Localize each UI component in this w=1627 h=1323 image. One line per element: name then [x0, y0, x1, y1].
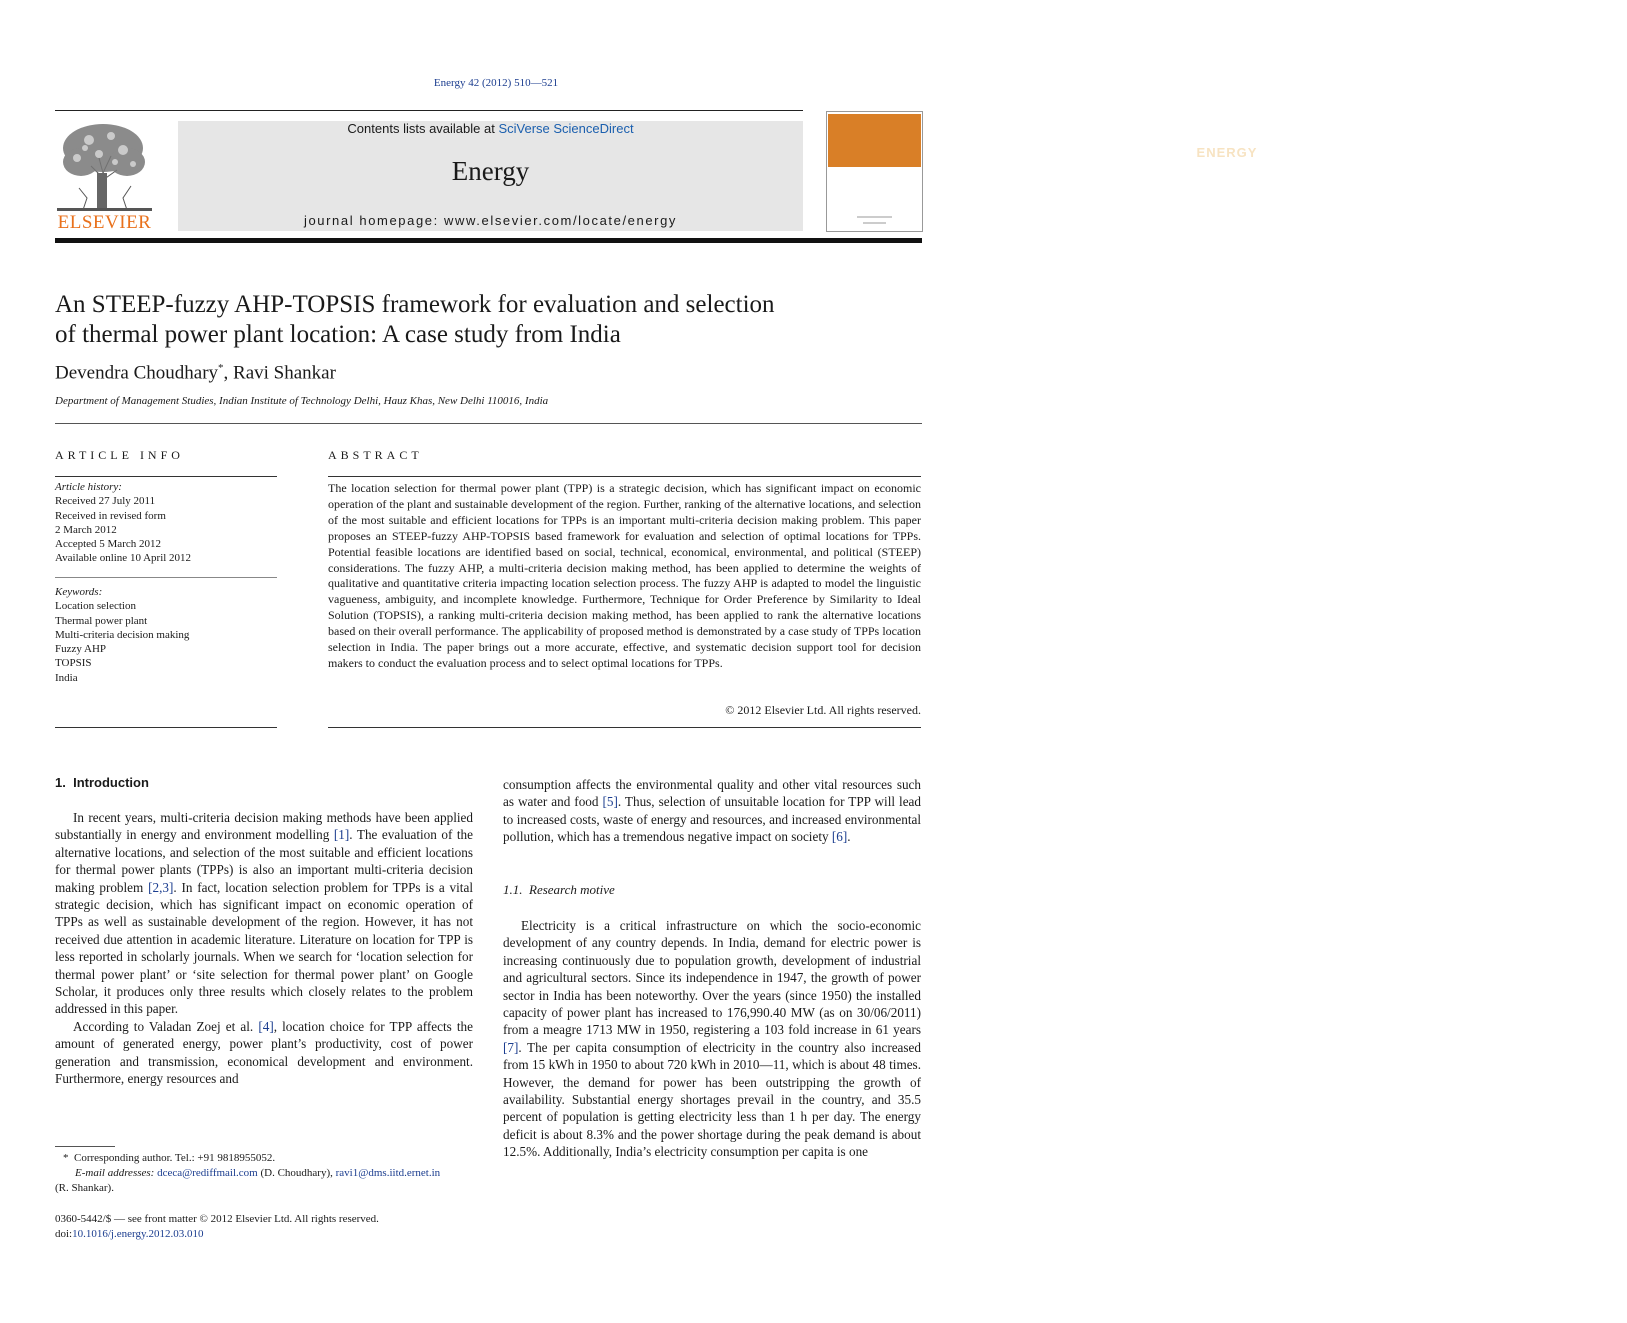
- body-text-run: According to Valadan Zoej et al.: [73, 1018, 259, 1034]
- author-1[interactable]: Devendra Choudhary: [55, 362, 219, 384]
- footnote-emails: [55, 1166, 475, 1181]
- history-item: Received in revised form: [55, 509, 166, 522]
- subsection-number: 1.1.: [503, 882, 523, 897]
- history-label: Article history:: [55, 481, 122, 493]
- cover-footer-line: [857, 216, 892, 218]
- keyword-item: Thermal power plant: [55, 614, 148, 627]
- keyword-item: Fuzzy AHP: [55, 643, 107, 656]
- footnote-corresponding: [55, 1151, 475, 1166]
- body-text-run: . The evaluation of the alternative locations, and selection of the most suitable and efficient locations for thermal power plants (TPPs) is also an important multi-criteria decision making problem: [55, 827, 473, 895]
- reference-link[interactable]: [5]: [602, 794, 618, 810]
- section-number: 1.: [55, 775, 66, 790]
- journal-cover-thumbnail[interactable]: [826, 111, 1258, 232]
- issn-line: 0360-5442/$ — see front matter © 2012 Elsevier Ltd. All rights reserved.: [55, 1213, 379, 1225]
- footnote-block: [55, 1151, 475, 1196]
- cover-title: ENERGY: [1196, 145, 1258, 160]
- title-line-2: of thermal power plant location: A case study from India: [55, 321, 621, 348]
- cover-footer-line-2: [863, 222, 886, 224]
- author-2[interactable]: Ravi Shankar: [233, 362, 336, 384]
- keyword-item: Location selection: [55, 600, 136, 613]
- article-title: [55, 290, 855, 350]
- reference-link[interactable]: [6]: [831, 829, 848, 845]
- subsection-heading-research-motive: [503, 882, 615, 898]
- front-matter: [55, 1212, 475, 1242]
- body-text-run: .: [847, 829, 851, 845]
- body-text-run: . In fact, location selection problem for TPPs is a vital strategic decision, which has significant impact on economic operation of TPPs as well as sustainable development of the region. However, it has not received due attention in academic literature. Literature on location for TPP is less reported in scholarly journals. When we search for ‘location selection for thermal power plant’ or ‘site selection for thermal power plant’ on Google Scholar, it produces only three results which closely relates to the problem addressed in this paper.: [55, 879, 473, 1017]
- body-text-run: Electricity is a critical infrastructure on which the socio-economic development of any country depends. In India, demand for electric power is increasing continuously due to population growth, development of industrial and agricultural sectors. Since its independence in 1947, the growth of power sector in India has been noteworthy. Over the years (since 1950) the installed capacity of power plant has increased to 176,990.40 MW (as on 30/06/2011) from a meagre 1713 MW in 1950, registering a 103 fold increase in 61 years: [503, 918, 921, 1038]
- footnote-corresponding-text: Corresponding author. Tel.: +91 9818955052.: [74, 1152, 276, 1164]
- research-motive-paragraph-1: [503, 917, 921, 1161]
- intro-column-left: [55, 809, 473, 1088]
- elsevier-tree-icon: [53, 118, 156, 213]
- doi-label: doi:: [55, 1228, 73, 1240]
- footnote-rule: [55, 1146, 115, 1147]
- section-heading-introduction: [55, 775, 149, 790]
- sciencedirect-link[interactable]: SciVerse ScienceDirect: [498, 121, 634, 136]
- keywords-block: [55, 585, 277, 685]
- keyword-item: Multi-criteria decision making: [55, 628, 190, 641]
- reference-link[interactable]: [1]: [333, 827, 350, 843]
- research-motive-text: [503, 917, 921, 1161]
- contents-line: [178, 121, 803, 136]
- email-owner-1: (D. Choudhary),: [260, 1167, 333, 1179]
- history-item: Accepted 5 March 2012: [55, 538, 161, 551]
- journal-homepage[interactable]: journal homepage: www.elsevier.com/locate/energy: [303, 213, 678, 228]
- keyword-item: India: [55, 671, 78, 684]
- intro-paragraph-2: [55, 1018, 473, 1088]
- body-text-run: . The per capita consumption of electricity in the country also increased from 15 kWh in 1950 to about 720 kWh in 2010—11, which is about 48 times. However, the demand for power has been outstripping the growth of availability. Substantial energy shortages prevail in the country, and 35.5 percent of population is getting electricity less than 1 h per day. The energy deficit is about 8.3% and the power shortage during the peak demand is about 12.5%. Additionally, India’s electricity consumption per capita is one: [503, 1039, 921, 1160]
- email-link-2[interactable]: ravi1@dms.iitd.ernet.in: [335, 1167, 441, 1179]
- reference-link[interactable]: [7]: [503, 1039, 519, 1055]
- email-owner-2: (R. Shankar).: [55, 1182, 114, 1194]
- intro-paragraph-1: [55, 809, 473, 1018]
- body-text-run: . Thus, selection of unsuitable location for TPP will lead to increased costs, waste of energy and resources, and increased environmental pollution, which has a tremendous negative impact on society: [503, 794, 921, 845]
- author-list: [55, 362, 336, 384]
- history-item: Available online 10 April 2012: [55, 552, 192, 565]
- email-label: E-mail addresses:: [75, 1167, 155, 1179]
- abstract-text: The location selection for thermal power plant (TPP) is a strategic decision, which has significant impact on economic operation of the plant and sustainable development of the region. Further, ranking of the alternative locations, and selection of the most suitable and efficient locations for TPPs is an important multi-criteria decision making problem. This paper proposes an STEEP-fuzzy AHP-TOPSIS based framework for evaluation and selection of optimal locations for TPPs. Potential feasible locations are identified based on social, technical, economical, environmental, and political (STEEP) considerations. The fuzzy AHP, a multi-criteria decision making method, has been applied to determine the weights of qualitative and quantitative criteria impacting location selection process. The fuzzy AHP is adapted to model the linguistic vagueness, ambiguity, and incomplete knowledge. Furthermore, Technique for Order Preference by Similarity to Ideal Solution (TOPSIS), a ranking multi-criteria decision making method, has been applied to rank the alternative locations based on their overall performance. The applicability of proposed method is demonstrated by a case study of TPPs location selection in India. The paper brings out a more accurate, effective, and systematic decision support tool for decision makers to conduct the evaluation process and to select optimal locations for TPPs.: [328, 481, 921, 670]
- elsevier-wordmark: ELSEVIER: [57, 212, 152, 233]
- abstract-rule: [328, 476, 921, 477]
- abstract-heading: ABSTRACT: [328, 448, 423, 462]
- article-info-heading: ARTICLE INFO: [55, 448, 184, 462]
- article-info-rule: [55, 476, 277, 477]
- intro-column-right: [503, 776, 921, 846]
- keyword-item: TOPSIS: [55, 657, 92, 670]
- reference-link[interactable]: [2,3]: [148, 879, 174, 895]
- body-text-run: In recent years, multi-criteria decision making methods have been applied substantially in energy and environment modelling: [55, 810, 473, 843]
- subsection-title: Research motive: [529, 882, 615, 897]
- footnote-mark: *: [63, 1152, 69, 1164]
- body-text-run: , location choice for TPP affects the amount of generated energy, power plant’s productivity, cost of power generation and transmission, economical development and environment. Furthermore, energy resources and: [55, 1018, 473, 1087]
- header-thick-rule: [55, 238, 922, 243]
- corresponding-mark[interactable]: *: [218, 362, 224, 374]
- article-info-bottom-rule: [55, 727, 277, 728]
- header-rule: [55, 110, 803, 111]
- elsevier-logo: [53, 118, 156, 234]
- affiliation-rule: [55, 423, 922, 424]
- author-separator: ,: [223, 362, 234, 384]
- history-rule: [55, 577, 277, 578]
- contents-prefix: Contents lists available at: [347, 121, 499, 136]
- title-line-1: An STEEP-fuzzy AHP-TOPSIS framework for evaluation and selection: [55, 291, 775, 318]
- citation-link[interactable]: Energy 42 (2012) 510—521: [433, 77, 559, 89]
- history-item: Received 27 July 2011: [55, 495, 156, 508]
- keywords-label: Keywords:: [55, 586, 103, 598]
- abstract-bottom-rule: [328, 727, 921, 728]
- email-link-1[interactable]: dceca@rediffmail.com: [157, 1167, 258, 1179]
- journal-name: Energy: [451, 156, 530, 186]
- section-title: Introduction: [73, 775, 149, 790]
- doi-link[interactable]: 10.1016/j.energy.2012.03.010: [72, 1228, 204, 1240]
- article-history: [55, 480, 277, 566]
- affiliation: Department of Management Studies, Indian Institute of Technology Delhi, Hauz Khas, New Delhi 110016, India: [55, 395, 549, 407]
- abstract-copyright: © 2012 Elsevier Ltd. All rights reserved.: [725, 703, 921, 717]
- body-text-run: consumption affects the environmental quality and other vital resources such as water and food: [503, 777, 921, 810]
- doi-line: [55, 1227, 475, 1242]
- reference-link[interactable]: [4]: [258, 1018, 274, 1034]
- intro-paragraph-3: [503, 776, 921, 846]
- journal-citation: [0, 77, 992, 89]
- history-item: 2 March 2012: [55, 523, 117, 536]
